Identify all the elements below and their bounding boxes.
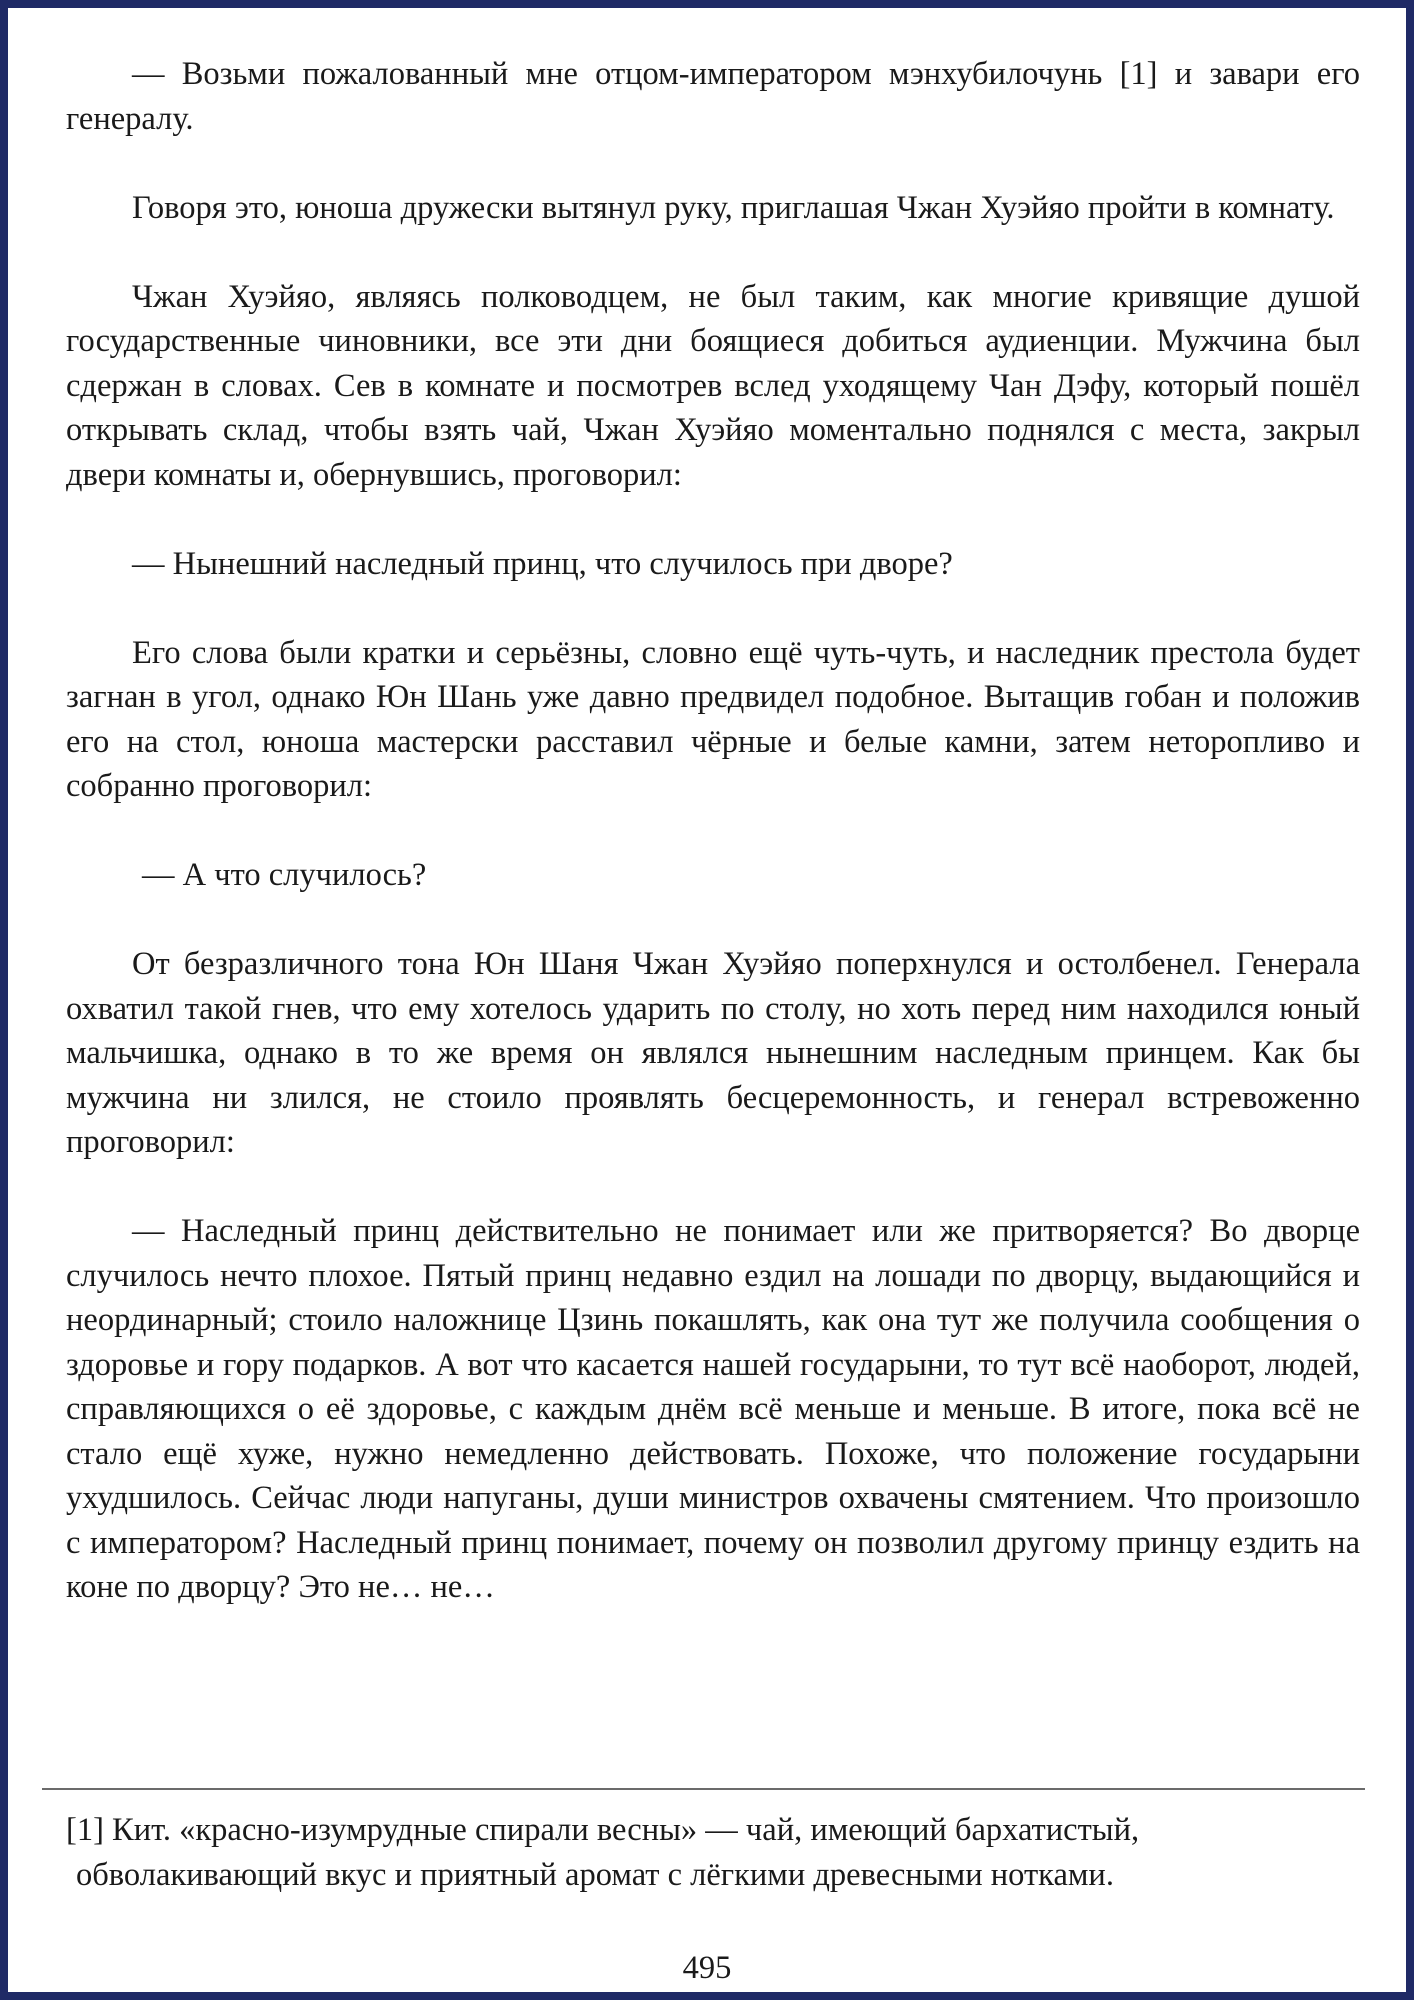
paragraph-7: От безразличного тона Юн Шаня Чжан Хуэйяо поперхнулся и остолбенел. Генерала охватил такой гнев, что ему хотелось ударить по столу, но хоть перед ним находился юный мальчишка, однако в то же время он являлся нынешним наследным принцем. Как бы мужчина ни злился, не стоило проявлять бесцеремонность, и генерал встревоженно проговорил: <box>66 946 1360 1160</box>
paragraph-1: — Возьми пожалованный мне отцом-императором мэнхубилочунь [1] и завари его генералу. <box>66 56 1360 137</box>
footnote-divider <box>42 1788 1365 1790</box>
footnote-line-2: обволакивающий вкус и приятный аромат с лёгкими древесными нотками. <box>76 1856 1114 1893</box>
paragraph-2: Говоря это, юноша дружески вытянул руку, приглашая Чжан Хуэйяо пройти в комнату. <box>132 189 1335 226</box>
paragraph-8: — Наследный принц действительно не понимает или же притворяется? Во дворце случилось нечто плохое. Пятый принц недавно ездил на лошади по дворцу, выдающийся и неординарный; стоило наложнице Цзинь покашлять, как она тут же получила сообщения о здоровье и гору подарков. А вот что касается нашей государыни, то тут всё наоборот, людей, справляющихся о её здоровье, с каждым днём всё меньше и меньше. В итоге, пока всё не стало ещё хуже, нужно немедленно действовать. Похоже, что положение государыни ухудшилось. Сейчас люди напуганы, души министров охвачены смятением. Что произошло с императором? Наследный принц понимает, почему он позволил другому принцу ездить на коне по дворцу? Это не… не… <box>66 1213 1360 1605</box>
paragraph-3: Чжан Хуэйяо, являясь полководцем, не был таким, как многие кривящие душой государственные чиновники, все эти дни боящиеся добиться аудиенции. Мужчина был сдержан в словах. Сев в комнате и посмотрев вслед уходящему Чан Дэфу, который пошёл открывать склад, чтобы взять чай, Чжан Хуэйяо моментально поднялся с места, закрыл двери комнаты и, обернувшись, проговорил: <box>66 278 1360 493</box>
paragraph-5: Его слова были кратки и серьёзны, словно ещё чуть-чуть, и наследник престола будет загнан в угол, однако Юн Шань уже давно предвидел подобное. Вытащив гобан и положив его на стол, юноша мастерски расставил чёрные и белые камни, затем неторопливо и собранно проговорил: <box>66 634 1360 804</box>
footnote-line-1: [1] Кит. «красно-изумрудные спирали весны» — чай, имеющий бархатистый, <box>66 1812 1140 1848</box>
footnote <box>66 1808 1366 1897</box>
main-text <box>66 52 1360 1654</box>
page-number: 495 <box>682 1950 732 1986</box>
paragraph-4: — Нынешний наследный принц, что случилось при дворе? <box>132 545 953 582</box>
paragraph-6: — А что случилось? <box>142 857 427 893</box>
